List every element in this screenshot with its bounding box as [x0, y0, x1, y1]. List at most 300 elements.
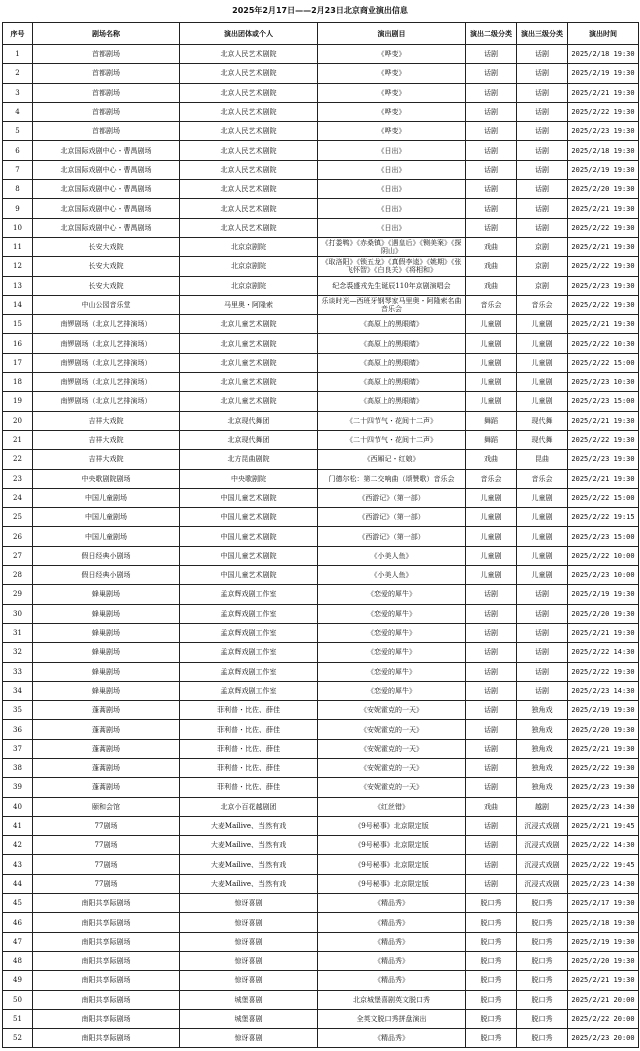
cell-category3: 音乐会	[517, 295, 568, 314]
cell-index: 17	[3, 353, 33, 372]
cell-time: 2025/2/22 15:00	[568, 353, 639, 372]
cell-troupe: 中央歌剧院	[180, 469, 318, 488]
cell-program: 《西厢记・红娘》	[318, 450, 466, 469]
cell-troupe: 北京现代舞团	[180, 411, 318, 430]
cell-program: 《日出》	[318, 141, 466, 160]
cell-time: 2025/2/22 10:30	[568, 334, 639, 353]
cell-category2: 儿童剧	[466, 373, 517, 392]
table-row	[3, 527, 639, 546]
cell-troupe: 北方昆曲剧院	[180, 450, 318, 469]
cell-category3: 独角戏	[517, 758, 568, 777]
cell-category3: 脱口秀	[517, 1029, 568, 1048]
cell-index: 10	[3, 218, 33, 237]
cell-category2: 儿童剧	[466, 353, 517, 372]
cell-category3: 脱口秀	[517, 971, 568, 990]
cell-troupe: 马里奥・阿隆索	[180, 295, 318, 314]
table-row	[3, 315, 639, 334]
cell-theater: 蜂巢剧场	[33, 604, 180, 623]
cell-program: 《日出》	[318, 180, 466, 199]
cell-index: 9	[3, 199, 33, 218]
cell-category3: 话剧	[517, 662, 568, 681]
cell-category3: 话剧	[517, 122, 568, 141]
cell-category3: 脱口秀	[517, 894, 568, 913]
cell-troupe: 北京人民艺术剧院	[180, 122, 318, 141]
cell-program: 《西游记》（第一部）	[318, 508, 466, 527]
col-header-theater: 剧场名称	[33, 23, 180, 45]
cell-category2: 话剧	[466, 218, 517, 237]
cell-category2: 话剧	[466, 855, 517, 874]
cell-program: 《9号秘事》北京限定版	[318, 855, 466, 874]
cell-time: 2025/2/22 20:00	[568, 1009, 639, 1028]
cell-category3: 话剧	[517, 83, 568, 102]
table-row	[3, 623, 639, 642]
table-row	[3, 411, 639, 430]
cell-time: 2025/2/22 19:30	[568, 218, 639, 237]
cell-index: 4	[3, 102, 33, 121]
cell-troupe: 大麦Maílive、当然有戏	[180, 816, 318, 835]
cell-category3: 沉浸式戏剧	[517, 816, 568, 835]
cell-category3: 话剧	[517, 643, 568, 662]
cell-category2: 话剧	[466, 64, 517, 83]
table-row	[3, 566, 639, 585]
cell-index: 15	[3, 315, 33, 334]
cell-category3: 儿童剧	[517, 315, 568, 334]
cell-time: 2025/2/23 15:00	[568, 527, 639, 546]
cell-program: 《安妮霍克的一天》	[318, 701, 466, 720]
cell-category2: 话剧	[466, 180, 517, 199]
cell-troupe: 北京人民艺术剧院	[180, 45, 318, 64]
cell-index: 45	[3, 894, 33, 913]
cell-theater: 南阳共享际剧场	[33, 913, 180, 932]
cell-theater: 中山公园音乐堂	[33, 295, 180, 314]
cell-program: 《日出》	[318, 199, 466, 218]
cell-category2: 儿童剧	[466, 527, 517, 546]
cell-category3: 越剧	[517, 797, 568, 816]
table-row	[3, 546, 639, 565]
table-row	[3, 585, 639, 604]
cell-troupe: 北京人民艺术剧院	[180, 160, 318, 179]
cell-theater: 长安大戏院	[33, 237, 180, 256]
table-row	[3, 720, 639, 739]
cell-theater: 77剧场	[33, 855, 180, 874]
cell-index: 43	[3, 855, 33, 874]
cell-time: 2025/2/21 19:30	[568, 237, 639, 256]
cell-category2: 话剧	[466, 141, 517, 160]
cell-category2: 脱口秀	[466, 1009, 517, 1028]
cell-theater: 中国儿童剧场	[33, 508, 180, 527]
cell-program: 《高原上的黑眼睛》	[318, 373, 466, 392]
cell-theater: 蓬蒿剧场	[33, 720, 180, 739]
cell-troupe: 北京儿童艺术剧院	[180, 392, 318, 411]
header-row	[3, 23, 639, 45]
cell-index: 22	[3, 450, 33, 469]
cell-time: 2025/2/23 10:00	[568, 566, 639, 585]
cell-program: 《哗变》	[318, 122, 466, 141]
cell-time: 2025/2/21 19:30	[568, 315, 639, 334]
cell-program: 《恋爱的犀牛》	[318, 681, 466, 700]
cell-category2: 话剧	[466, 122, 517, 141]
cell-troupe: 菲利普・比佐、薛佳	[180, 778, 318, 797]
cell-theater: 中国儿童剧场	[33, 488, 180, 507]
cell-troupe: 北京儿童艺术剧院	[180, 353, 318, 372]
cell-theater: 长安大戏院	[33, 257, 180, 276]
cell-index: 52	[3, 1029, 33, 1048]
cell-category3: 儿童剧	[517, 488, 568, 507]
cell-troupe: 菲利普・比佐、薛佳	[180, 720, 318, 739]
cell-theater: 吉祥大戏院	[33, 411, 180, 430]
table-row	[3, 874, 639, 893]
table-row	[3, 604, 639, 623]
table-row	[3, 237, 639, 256]
table-row	[3, 662, 639, 681]
cell-theater: 77剧场	[33, 836, 180, 855]
cell-index: 37	[3, 739, 33, 758]
cell-time: 2025/2/19 19:30	[568, 932, 639, 951]
cell-theater: 首都剧场	[33, 45, 180, 64]
table-row	[3, 951, 639, 970]
table-row	[3, 122, 639, 141]
cell-time: 2025/2/21 19:45	[568, 816, 639, 835]
cell-index: 23	[3, 469, 33, 488]
cell-index: 28	[3, 566, 33, 585]
table-row	[3, 102, 639, 121]
cell-troupe: 惊讶喜剧	[180, 971, 318, 990]
cell-program: 《西游记》（第一部）	[318, 488, 466, 507]
cell-program: 《恋爱的犀牛》	[318, 585, 466, 604]
document-title: 2025年2月17日——2月23日北京商业演出信息	[232, 6, 408, 15]
cell-category2: 戏曲	[466, 276, 517, 295]
cell-category3: 独角戏	[517, 778, 568, 797]
cell-program: 《恋爱的犀牛》	[318, 604, 466, 623]
cell-category3: 沉浸式戏剧	[517, 874, 568, 893]
cell-index: 34	[3, 681, 33, 700]
cell-program: 全英文脱口秀拼盘演出	[318, 1009, 466, 1028]
cell-category2: 儿童剧	[466, 566, 517, 585]
cell-category2: 儿童剧	[466, 546, 517, 565]
cell-category2: 话剧	[466, 739, 517, 758]
table-row	[3, 739, 639, 758]
cell-program: 《9号秘事》北京限定版	[318, 836, 466, 855]
cell-category3: 儿童剧	[517, 334, 568, 353]
cell-category3: 现代舞	[517, 411, 568, 430]
cell-program: 门德尔松：第二交响曲（颂赞歌）音乐会	[318, 469, 466, 488]
cell-time: 2025/2/19 19:30	[568, 701, 639, 720]
table-row	[3, 913, 639, 932]
cell-category3: 儿童剧	[517, 566, 568, 585]
cell-time: 2025/2/19 19:30	[568, 64, 639, 83]
cell-program: 《精品秀》	[318, 1029, 466, 1048]
cell-troupe: 惊讶喜剧	[180, 1029, 318, 1048]
cell-theater: 南阳共享际剧场	[33, 971, 180, 990]
cell-category3: 儿童剧	[517, 508, 568, 527]
cell-program: 《打娄鸭》《赤桑镇》《遇皇后》《铡美案》《探阴山》	[318, 237, 466, 256]
cell-category2: 儿童剧	[466, 508, 517, 527]
cell-index: 47	[3, 932, 33, 951]
cell-theater: 蓬蒿剧场	[33, 778, 180, 797]
cell-category2: 脱口秀	[466, 1029, 517, 1048]
cell-category2: 话剧	[466, 701, 517, 720]
cell-index: 25	[3, 508, 33, 527]
cell-theater: 蜂巢剧场	[33, 585, 180, 604]
cell-category2: 脱口秀	[466, 894, 517, 913]
cell-program: 《哗变》	[318, 83, 466, 102]
cell-time: 2025/2/23 19:30	[568, 122, 639, 141]
cell-troupe: 中国儿童艺术剧院	[180, 508, 318, 527]
cell-program: 《高原上的黑眼睛》	[318, 392, 466, 411]
cell-program: 北京城堡喜剧英文脱口秀	[318, 990, 466, 1009]
cell-troupe: 菲利普・比佐、薛佳	[180, 739, 318, 758]
cell-index: 1	[3, 45, 33, 64]
cell-category2: 儿童剧	[466, 392, 517, 411]
cell-index: 42	[3, 836, 33, 855]
cell-category3: 独角戏	[517, 720, 568, 739]
cell-time: 2025/2/21 19:30	[568, 411, 639, 430]
cell-category2: 脱口秀	[466, 932, 517, 951]
cell-category2: 话剧	[466, 604, 517, 623]
cell-category3: 京剧	[517, 257, 568, 276]
table-row	[3, 180, 639, 199]
table-row	[3, 488, 639, 507]
cell-troupe: 北京京剧院	[180, 276, 318, 295]
cell-time: 2025/2/22 14:30	[568, 836, 639, 855]
cell-troupe: 北京儿童艺术剧院	[180, 315, 318, 334]
cell-troupe: 北京人民艺术剧院	[180, 199, 318, 218]
cell-program: 《9号秘事》北京限定版	[318, 874, 466, 893]
cell-time: 2025/2/23 19:30	[568, 450, 639, 469]
cell-time: 2025/2/18 19:30	[568, 913, 639, 932]
cell-category3: 沉浸式戏剧	[517, 836, 568, 855]
cell-index: 21	[3, 430, 33, 449]
cell-category2: 话剧	[466, 816, 517, 835]
table-row	[3, 430, 639, 449]
cell-time: 2025/2/21 19:30	[568, 199, 639, 218]
cell-category2: 脱口秀	[466, 913, 517, 932]
cell-theater: 南锣剧场（北京儿艺排演场）	[33, 392, 180, 411]
cell-index: 6	[3, 141, 33, 160]
cell-category2: 话剧	[466, 836, 517, 855]
cell-index: 5	[3, 122, 33, 141]
cell-theater: 长安大戏院	[33, 276, 180, 295]
cell-index: 50	[3, 990, 33, 1009]
cell-index: 51	[3, 1009, 33, 1028]
cell-troupe: 北京京剧院	[180, 237, 318, 256]
cell-troupe: 北京儿童艺术剧院	[180, 373, 318, 392]
cell-index: 48	[3, 951, 33, 970]
cell-troupe: 北京人民艺术剧院	[180, 141, 318, 160]
cell-theater: 颐和会馆	[33, 797, 180, 816]
cell-category2: 脱口秀	[466, 990, 517, 1009]
cell-program: 《日出》	[318, 160, 466, 179]
cell-theater: 南阳共享际剧场	[33, 932, 180, 951]
cell-category3: 话剧	[517, 141, 568, 160]
cell-index: 11	[3, 237, 33, 256]
cell-time: 2025/2/19 19:30	[568, 585, 639, 604]
cell-program: 《安妮霍克的一天》	[318, 778, 466, 797]
table-row	[3, 681, 639, 700]
cell-time: 2025/2/21 19:30	[568, 469, 639, 488]
cell-category2: 话剧	[466, 778, 517, 797]
cell-category2: 儿童剧	[466, 334, 517, 353]
cell-troupe: 惊讶喜剧	[180, 894, 318, 913]
table-row	[3, 199, 639, 218]
cell-category3: 儿童剧	[517, 392, 568, 411]
cell-category3: 话剧	[517, 681, 568, 700]
cell-index: 41	[3, 816, 33, 835]
cell-category3: 独角戏	[517, 739, 568, 758]
cell-index: 29	[3, 585, 33, 604]
cell-category2: 话剧	[466, 643, 517, 662]
cell-time: 2025/2/22 19:30	[568, 102, 639, 121]
cell-category2: 话剧	[466, 720, 517, 739]
cell-index: 40	[3, 797, 33, 816]
cell-category3: 话剧	[517, 45, 568, 64]
cell-category2: 话剧	[466, 102, 517, 121]
cell-category2: 舞蹈	[466, 411, 517, 430]
cell-category2: 戏曲	[466, 237, 517, 256]
cell-category3: 京剧	[517, 276, 568, 295]
cell-category2: 舞蹈	[466, 430, 517, 449]
cell-time: 2025/2/21 19:30	[568, 623, 639, 642]
cell-troupe: 菲利普・比佐、薛佳	[180, 758, 318, 777]
cell-category2: 话剧	[466, 45, 517, 64]
cell-category3: 脱口秀	[517, 932, 568, 951]
table-row	[3, 797, 639, 816]
table-row	[3, 778, 639, 797]
cell-category2: 话剧	[466, 585, 517, 604]
cell-theater: 假日经典小剧场	[33, 566, 180, 585]
cell-theater: 南锣剧场（北京儿艺排演场）	[33, 373, 180, 392]
cell-category3: 话剧	[517, 64, 568, 83]
cell-troupe: 北京人民艺术剧院	[180, 218, 318, 237]
cell-theater: 南阳共享际剧场	[33, 1029, 180, 1048]
cell-theater: 吉祥大戏院	[33, 450, 180, 469]
cell-program: 《小美人鱼》	[318, 566, 466, 585]
cell-troupe: 孟京辉戏剧工作室	[180, 662, 318, 681]
cell-theater: 南锣剧场（北京儿艺排演场）	[33, 353, 180, 372]
table-row	[3, 160, 639, 179]
cell-program: 《哗变》	[318, 45, 466, 64]
table-row	[3, 932, 639, 951]
cell-category3: 话剧	[517, 604, 568, 623]
cell-program: 乐谈时光—西班牙钢琴家马里奥・阿隆索名曲音乐会	[318, 295, 466, 314]
cell-category2: 话剧	[466, 681, 517, 700]
cell-theater: 蜂巢剧场	[33, 623, 180, 642]
cell-index: 38	[3, 758, 33, 777]
cell-program: 《西游记》（第一部）	[318, 527, 466, 546]
cell-category3: 京剧	[517, 237, 568, 256]
cell-troupe: 中国儿童艺术剧院	[180, 566, 318, 585]
cell-program: 《精品秀》	[318, 971, 466, 990]
cell-category3: 儿童剧	[517, 353, 568, 372]
cell-index: 2	[3, 64, 33, 83]
cell-time: 2025/2/23 19:30	[568, 276, 639, 295]
cell-theater: 吉祥大戏院	[33, 430, 180, 449]
cell-troupe: 城堡喜剧	[180, 990, 318, 1009]
cell-troupe: 北京人民艺术剧院	[180, 64, 318, 83]
cell-time: 2025/2/22 19:30	[568, 257, 639, 276]
cell-program: 《安妮霍克的一天》	[318, 758, 466, 777]
cell-time: 2025/2/20 19:30	[568, 180, 639, 199]
table-row	[3, 816, 639, 835]
cell-index: 20	[3, 411, 33, 430]
cell-index: 31	[3, 623, 33, 642]
cell-category3: 话剧	[517, 160, 568, 179]
cell-program: 《小美人鱼》	[318, 546, 466, 565]
cell-category2: 话剧	[466, 662, 517, 681]
cell-category3: 话剧	[517, 199, 568, 218]
cell-theater: 南阳共享际剧场	[33, 990, 180, 1009]
table-row	[3, 894, 639, 913]
cell-program: 《哗变》	[318, 102, 466, 121]
cell-index: 27	[3, 546, 33, 565]
cell-troupe: 北京儿童艺术剧院	[180, 334, 318, 353]
col-header-category3: 演出三级分类	[517, 23, 568, 45]
cell-troupe: 城堡喜剧	[180, 1009, 318, 1028]
cell-program: 《恋爱的犀牛》	[318, 643, 466, 662]
cell-troupe: 惊讶喜剧	[180, 913, 318, 932]
cell-program: 《哗变》	[318, 64, 466, 83]
cell-category3: 话剧	[517, 585, 568, 604]
cell-troupe: 惊讶喜剧	[180, 951, 318, 970]
table-row	[3, 353, 639, 372]
table-row	[3, 1009, 639, 1028]
table-row	[3, 45, 639, 64]
cell-theater: 蓬蒿剧场	[33, 701, 180, 720]
cell-time: 2025/2/22 10:00	[568, 546, 639, 565]
cell-category2: 话剧	[466, 623, 517, 642]
table-row	[3, 276, 639, 295]
table-row	[3, 990, 639, 1009]
cell-category2: 话剧	[466, 758, 517, 777]
cell-program: 《恋爱的犀牛》	[318, 623, 466, 642]
table-row	[3, 83, 639, 102]
cell-theater: 假日经典小剧场	[33, 546, 180, 565]
cell-category2: 脱口秀	[466, 971, 517, 990]
cell-theater: 北京国际戏剧中心・曹禺剧场	[33, 180, 180, 199]
cell-time: 2025/2/22 19:45	[568, 855, 639, 874]
cell-theater: 中央歌剧院剧场	[33, 469, 180, 488]
cell-program: 《精品秀》	[318, 951, 466, 970]
table-row	[3, 257, 639, 276]
cell-theater: 南阳共享际剧场	[33, 951, 180, 970]
cell-time: 2025/2/23 20:00	[568, 1029, 639, 1048]
cell-theater: 77剧场	[33, 816, 180, 835]
cell-troupe: 孟京辉戏剧工作室	[180, 585, 318, 604]
cell-time: 2025/2/22 19:30	[568, 758, 639, 777]
col-header-troupe: 演出团体或个人	[180, 23, 318, 45]
cell-index: 12	[3, 257, 33, 276]
cell-program: 《二十四节气・花间十二声》	[318, 430, 466, 449]
cell-theater: 中国儿童剧场	[33, 527, 180, 546]
cell-troupe: 孟京辉戏剧工作室	[180, 623, 318, 642]
cell-program: 《安妮霍克的一天》	[318, 739, 466, 758]
cell-index: 36	[3, 720, 33, 739]
cell-category3: 话剧	[517, 623, 568, 642]
cell-category2: 儿童剧	[466, 315, 517, 334]
cell-program: 《二十四节气・花间十二声》	[318, 411, 466, 430]
cell-category3: 独角戏	[517, 701, 568, 720]
table-row	[3, 392, 639, 411]
table-row	[3, 701, 639, 720]
table-row	[3, 64, 639, 83]
cell-theater: 蓬蒿剧场	[33, 758, 180, 777]
cell-time: 2025/2/22 14:30	[568, 643, 639, 662]
table-row	[3, 643, 639, 662]
cell-troupe: 孟京辉戏剧工作室	[180, 681, 318, 700]
cell-index: 16	[3, 334, 33, 353]
cell-time: 2025/2/18 19:30	[568, 141, 639, 160]
cell-theater: 北京国际戏剧中心・曹禺剧场	[33, 199, 180, 218]
